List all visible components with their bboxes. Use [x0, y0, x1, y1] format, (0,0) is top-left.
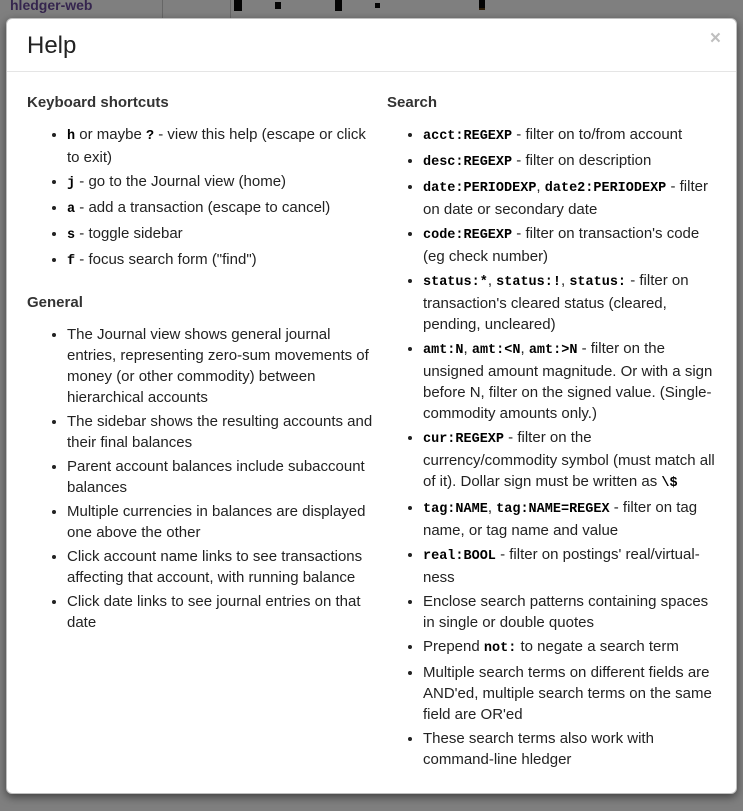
code-term: amt:<N: [471, 343, 521, 358]
code-term: f: [67, 254, 76, 269]
code-term: date2:PERIODEXP: [544, 181, 667, 196]
code-term: acct:REGEXP: [423, 129, 513, 144]
bullet-list: [27, 124, 375, 272]
section-heading: General: [27, 294, 83, 311]
list-item: [423, 270, 716, 335]
text-segment: or maybe: [75, 126, 146, 143]
list-item: [423, 338, 716, 424]
text-segment: - go to the Journal view (home): [75, 173, 287, 190]
code-term: desc:REGEXP: [423, 155, 513, 170]
text-segment: The sidebar shows the resulting accounts and their final balances: [67, 413, 373, 451]
text-segment: Enclose search patterns containing spaces in single or double quotes: [423, 593, 709, 631]
text-segment: ,: [560, 272, 570, 289]
text-segment: - filter on to/from account: [512, 126, 683, 143]
text-segment: Click account name links to see transactions affecting that account, with running balance: [67, 548, 363, 586]
text-segment: - filter on postings' real/virtual-ness: [423, 546, 700, 586]
close-icon: ×: [709, 28, 721, 49]
modal-header: [7, 19, 736, 72]
list-item: [423, 124, 716, 147]
modal-title: Help: [27, 32, 77, 59]
code-term: a: [67, 202, 76, 217]
section-heading: Search: [387, 94, 438, 111]
list-item: [423, 223, 716, 267]
list-item: [67, 591, 375, 633]
list-item: [67, 411, 375, 453]
list-item: [67, 324, 375, 408]
text-segment: ,: [487, 272, 497, 289]
text-segment: ,: [520, 340, 529, 357]
code-term: status:: [569, 275, 627, 290]
list-item: [423, 544, 716, 588]
list-item: [423, 662, 716, 725]
text-segment: - add a transaction (escape to cancel): [75, 199, 331, 216]
code-term: j: [67, 176, 76, 191]
code-term: tag:NAME=REGEX: [496, 502, 610, 517]
close-button[interactable]: [708, 27, 723, 50]
code-term: not:: [483, 641, 517, 656]
text-segment: Multiple search terms on different fields are AND'ed, multiple search terms on the same field are OR'ed: [423, 664, 712, 723]
modal-body: [7, 72, 736, 792]
code-term: h: [67, 129, 76, 144]
code-term: status:*: [423, 275, 488, 290]
list-item: [423, 150, 716, 173]
text-segment: ,: [536, 178, 545, 195]
right-column: [387, 84, 716, 780]
text-segment: - toggle sidebar: [75, 225, 183, 242]
text-segment: Prepend: [423, 638, 484, 655]
list-item: [67, 546, 375, 588]
list-item: [67, 197, 375, 220]
code-term: code:REGEXP: [423, 228, 513, 243]
text-segment: - filter on the currency/commodity symbol (must match all of it). Dollar sign must be written as: [423, 429, 715, 490]
list-item: [67, 249, 375, 272]
text-segment: - filter on tag name, or tag name and value: [423, 499, 698, 539]
list-item: [67, 456, 375, 498]
text-segment: - focus search form ("find"): [75, 251, 257, 268]
section-heading: Keyboard shortcuts: [27, 94, 169, 111]
text-segment: to negate a search term: [516, 638, 679, 655]
bullet-list: [27, 324, 375, 633]
list-item: [423, 427, 716, 494]
list-item: [67, 171, 375, 194]
list-item: [67, 124, 375, 168]
list-item: [423, 636, 716, 659]
code-term: \$: [661, 476, 678, 491]
text-segment: - filter on the unsigned amount magnitude. Or with a sign before N, filter on the signed value. (Single-commodity amounts only.): [423, 340, 713, 422]
text-segment: These search terms also work with command-line hledger: [423, 730, 654, 768]
text-segment: ,: [463, 340, 472, 357]
code-term: tag:NAME: [423, 502, 488, 517]
list-item: [423, 728, 716, 770]
text-segment: - filter on transaction's code (eg check number): [423, 225, 700, 265]
text-segment: - filter on description: [512, 152, 652, 169]
code-term: amt:N: [423, 343, 464, 358]
code-term: real:BOOL: [423, 549, 496, 564]
text-segment: Parent account balances include subaccount balances: [67, 458, 365, 496]
list-item: [423, 591, 716, 633]
list-item: [67, 501, 375, 543]
list-item: [67, 223, 375, 246]
text-segment: - view this help (escape or click to exit): [67, 126, 366, 166]
list-item: [423, 497, 716, 541]
text-segment: Multiple currencies in balances are displayed one above the other: [67, 503, 366, 541]
code-term: cur:REGEXP: [423, 432, 505, 447]
code-term: ?: [145, 129, 155, 144]
code-term: date:PERIODEXP: [423, 181, 537, 196]
left-column: [27, 84, 375, 780]
text-segment: The Journal view shows general journal entries, representing zero-sum movements of money (or other commodity) between hierarchical accounts: [67, 326, 369, 406]
text-segment: Click date links to see journal entries on that date: [67, 593, 361, 631]
code-term: status:!: [496, 275, 561, 290]
code-term: amt:>N: [528, 343, 578, 358]
text-segment: ,: [487, 499, 497, 516]
help-modal: [6, 18, 737, 794]
code-term: s: [67, 228, 76, 243]
bullet-list: [387, 124, 716, 770]
text-segment: - filter on date or secondary date: [423, 178, 708, 218]
list-item: [423, 176, 716, 220]
text-segment: - filter on transaction's cleared status (cleared, pending, uncleared): [423, 272, 689, 333]
